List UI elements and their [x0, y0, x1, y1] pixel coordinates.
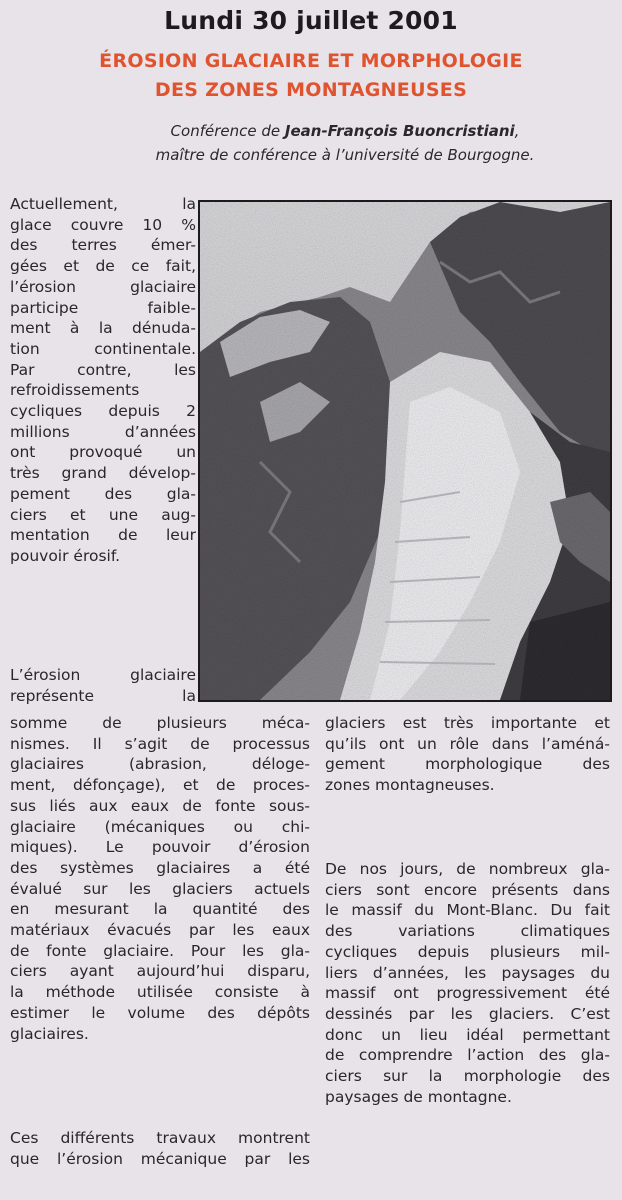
text-line: ciers et une aug-	[10, 505, 196, 524]
glacier-photo	[198, 200, 612, 702]
text-line: qu’ils ont un rôle dans l’améná-	[325, 734, 610, 753]
text-line: de comprendre l’action des gla-	[325, 1046, 610, 1065]
paragraph-2-start	[10, 665, 196, 706]
text-line: en mesurant la quantité des	[10, 900, 310, 919]
text-line: Par contre, les	[10, 360, 196, 379]
subtitle-prefix: Conférence de	[170, 122, 285, 140]
text-line: de fonte glaciaire. Pour les gla-	[10, 941, 310, 960]
text-line: millions d’années	[10, 422, 196, 441]
subtitle-suffix: ,	[514, 122, 520, 140]
paragraph-1	[10, 194, 196, 567]
subtitle-line1	[100, 122, 590, 140]
text-line: ont provoqué un	[10, 443, 196, 462]
subtitle-line2: maître de conférence à l’université de Bourgogne.	[155, 146, 535, 164]
text-line: nismes. Il s’agit de processus	[10, 734, 310, 753]
text-line: Actuellement, la	[10, 195, 196, 213]
paragraph-3-continued	[325, 713, 610, 796]
text-line: glaciaires.	[10, 1024, 89, 1043]
text-line: liers d’années, les paysages du	[325, 963, 610, 982]
text-line: miques). Le pouvoir d’érosion	[10, 838, 310, 857]
text-line: L’érosion glaciaire	[10, 666, 196, 684]
text-line: estimer le volume des dépôts	[10, 1003, 310, 1022]
text-line: ciers ayant aujourd’hui disparu,	[10, 962, 310, 981]
text-line: ciers sont encore présents dans	[325, 880, 610, 899]
article-title-line2: DES ZONES MONTAGNEUSES	[154, 79, 468, 101]
text-line: glaciers est très importante et	[325, 714, 610, 732]
glacier-photo-illustration	[200, 202, 610, 700]
text-line: ment à la dénuda-	[10, 319, 196, 338]
text-line: ciers sur la morphologie des	[325, 1067, 610, 1086]
text-line: des terres émer-	[10, 236, 196, 255]
text-line: des variations climatiques	[325, 922, 610, 941]
text-line: glaciaire (mécaniques ou chi-	[10, 817, 310, 836]
text-line: des systèmes glaciaires a été	[10, 858, 310, 877]
text-line: glaciaires (abrasion, déloge-	[10, 755, 310, 774]
text-line: tion continentale.	[10, 339, 196, 358]
text-line: cycliques depuis plusieurs mil-	[325, 942, 610, 961]
paragraph-4	[325, 859, 610, 1107]
text-line: représente la	[10, 686, 196, 705]
speaker-name: Jean-François Buoncristiani	[284, 122, 515, 140]
text-line: paysages de montagne.	[325, 1087, 512, 1106]
text-line: ment, défonçage), et de proces-	[10, 776, 310, 795]
text-line: gées et de ce fait,	[10, 257, 196, 276]
text-line: dessinés par les glaciers. C’est	[325, 1004, 610, 1023]
text-line: pouvoir érosif.	[10, 546, 121, 565]
text-line: Ces différents travaux montrent	[10, 1129, 310, 1147]
text-line: que l’érosion mécanique par les	[10, 1149, 310, 1168]
text-line: donc un lieu idéal permettant	[325, 1025, 610, 1044]
text-line: évalué sur les glaciers actuels	[10, 879, 310, 898]
text-line: très grand dévelop-	[10, 464, 196, 483]
text-line: glace couvre 10 %	[10, 215, 196, 234]
article-title-line1: ÉROSION GLACIAIRE ET MORPHOLOGIE	[99, 50, 523, 72]
text-line: massif ont progressivement été	[325, 984, 610, 1003]
text-line: cycliques depuis 2	[10, 402, 196, 421]
article-date: Lundi 30 juillet 2001	[164, 6, 458, 35]
text-line: somme de plusieurs méca-	[10, 714, 310, 732]
text-line: De nos jours, de nombreux gla-	[325, 860, 610, 878]
text-line: participe faible-	[10, 298, 196, 317]
text-line: zones montagneuses.	[325, 776, 495, 795]
text-line: le massif du Mont-Blanc. Du fait	[325, 901, 610, 920]
text-line: mentation de leur	[10, 526, 196, 545]
text-line: la méthode utilisée consiste à	[10, 983, 310, 1002]
text-line: pement des gla-	[10, 484, 196, 503]
paragraph-2-body	[10, 713, 310, 1044]
text-line: matériaux évacués par les eaux	[10, 921, 310, 940]
text-line: gement morphologique des	[325, 755, 610, 774]
text-line: refroidissements	[10, 381, 140, 400]
text-line: sus liés aux eaux de fonte sous-	[10, 796, 310, 815]
text-line: l’érosion glaciaire	[10, 277, 196, 296]
paragraph-3	[10, 1128, 310, 1169]
